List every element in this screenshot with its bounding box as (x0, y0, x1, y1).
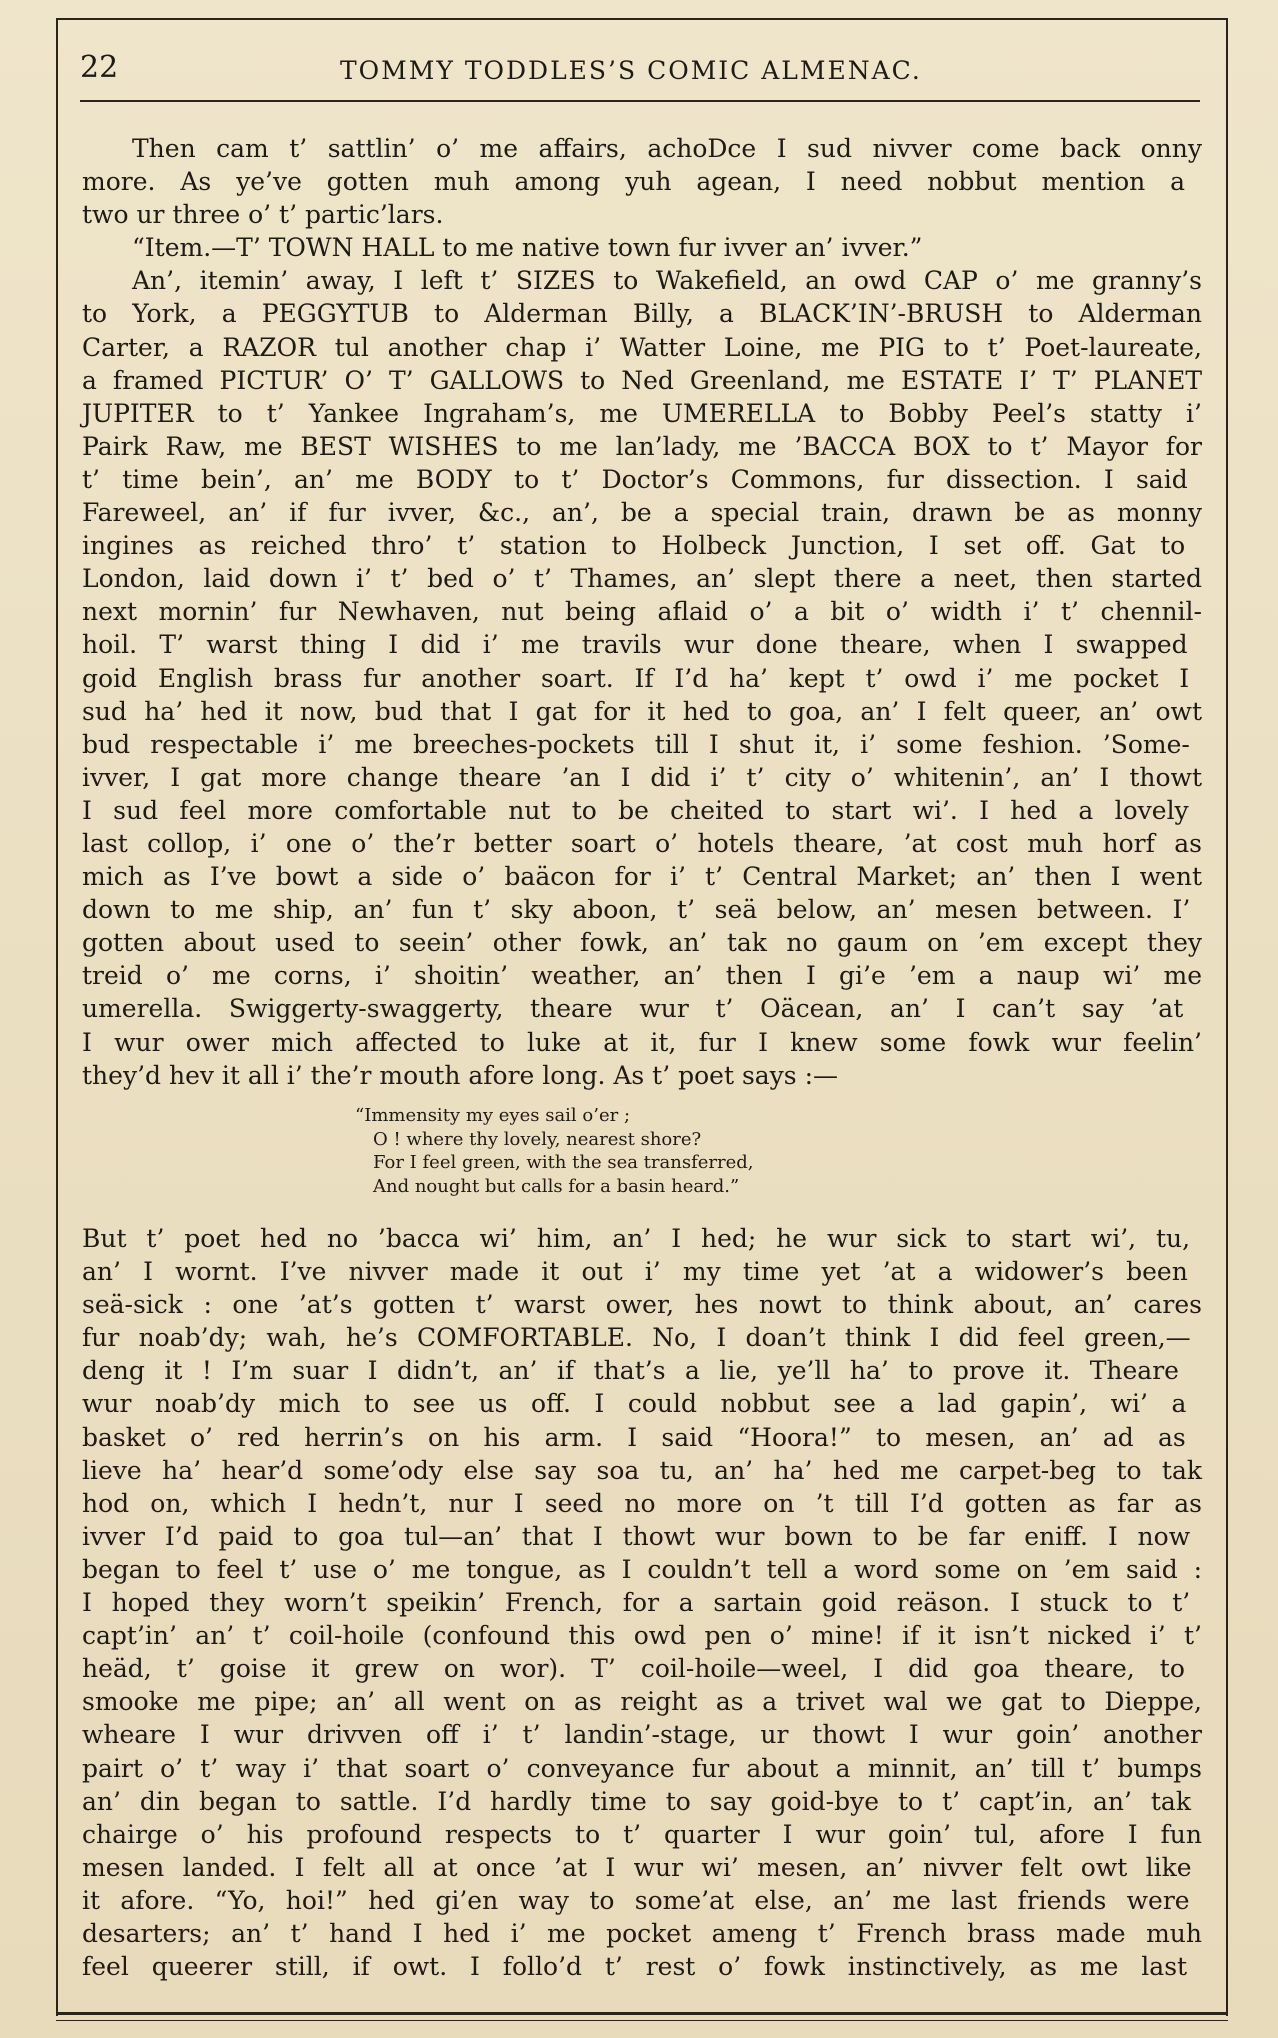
text-line: goid English brass fur another soart. If I’d ha’ kept t’ owd i’ me pocket I (82, 663, 1190, 693)
text-line: gotten about used to seein’ other fowk, an’ tak no gaum on ’em except they (82, 928, 1202, 958)
text-line: desarters; an’ t’ hand I hed i’ me pocket ameng t’ French brass made muh (82, 1918, 1202, 1948)
text-line: I sud feel more comfortable nut to be cheited to start wi’. I hed a lovely (82, 795, 1189, 825)
text-line: ivver I’d paid to goa tul—an’ that I thowt wur bown to be far eniff. I now (82, 1521, 1191, 1551)
left-rule (56, 18, 58, 2016)
text-line: wheare I wur drivven off i’ t’ landin’-stage, ur thowt I wur goin’ another (82, 1720, 1202, 1750)
poem-line: “Immensity my eyes sail o’er ; (355, 1105, 631, 1126)
text-line: sud ha’ hed it now, bud that I gat for it hed to goa, an’ I felt queer, an’ owt (82, 696, 1202, 726)
page-header (80, 48, 1200, 88)
text-line: two ur three o’ t’ partic’lars. (82, 200, 444, 230)
text-line: Carter, a RAZOR tul another chap i’ Watter Loine, me PIG to t’ Poet-laureate, (82, 332, 1202, 362)
page-number: 22 (80, 50, 119, 85)
text-line: heäd, t’ goise it grew on wor). T’ coil-hoile—weel, I did goa theare, to (82, 1654, 1185, 1684)
text-line: down to me ship, an’ fun t’ sky aboon, t’ seä below, an’ mesen between. I’ (82, 895, 1191, 925)
header-rule (80, 100, 1200, 102)
text-line: deng it ! I’m suar I didn’t, an’ if that’s a lie, ye’ll ha’ to prove it. Theare (82, 1356, 1179, 1386)
poem-quote (355, 1104, 915, 1198)
right-rule (1226, 18, 1228, 2016)
text-line: umerella. Swiggerty-swaggerty, theare wur t’ Oäcean, an’ I can’t say ’at (82, 994, 1184, 1024)
body-text-top (82, 132, 1202, 1092)
bottom-rule-thin (56, 2020, 1228, 2021)
text-line: more. As ye’ve gotten muh among yuh agean, I need nobbut mention a (82, 167, 1186, 197)
text-line: it afore. “Yo, hoi!” hed gi’en way to some’at else, an’ me last friends were (82, 1885, 1190, 1915)
poem-line: O ! where thy lovely, nearest shore? (373, 1128, 702, 1150)
text-line: began to feel t’ use o’ me tongue, as I couldn’t tell a word some on ’em said : (82, 1554, 1202, 1584)
text-line: mich as I’ve bowt a side o’ baäcon for i’ t’ Central Market; an’ then I went (82, 862, 1202, 892)
bottom-rule (56, 2012, 1228, 2015)
text-line: “Item.—T’ TOWN HALL to me native town fur ivver an’ ivver.” (132, 233, 923, 263)
text-line: last collop, i’ one o’ the’r better soart o’ hotels theare, ’at cost muh horf as (82, 828, 1202, 858)
top-rule (56, 18, 1228, 20)
text-line: hoil. T’ warst thing I did i’ me travils wur done theare, when I swapped (82, 630, 1188, 660)
text-line: JUPITER to t’ Yankee Ingraham’s, me UMERELLA to Bobby Peel’s statty i’ (82, 398, 1202, 428)
text-line: bud respectable i’ me breeches-pockets till I shut it, i’ some feshion. ’Some- (82, 729, 1190, 759)
text-line: wur noab’dy mich to see us off. I could nobbut see a lad gapin’, wi’ a (82, 1389, 1187, 1419)
text-line: seä-sick : one ’at’s gotten t’ warst ower, hes nowt to think about, an’ cares (82, 1290, 1202, 1320)
text-line: An’, itemin’ away, I left t’ SIZES to Wakefield, an owd CAP o’ me granny’s (132, 266, 1202, 296)
text-line: capt’in’ an’ t’ coil-hoile (confound this owd pen o’ mine! if it isn’t nicked i’ t’ (82, 1621, 1202, 1651)
text-line: an’ din began to sattle. I’d hardly time to say goid-bye to t’ capt’in, an’ tak (82, 1786, 1191, 1816)
text-line: a framed PICTUR’ O’ T’ GALLOWS to Ned Greenland, me ESTATE I’ T’ PLANET (82, 365, 1202, 395)
text-line: t’ time bein’, an’ me BODY to t’ Doctor’s Commons, fur dissection. I said (82, 464, 1188, 494)
text-line: fur noab’dy; wah, he’s COMFORTABLE. No, I doan’t think I did feel green,— (82, 1323, 1191, 1353)
text-line: hod on, which I hedn’t, nur I seed no more on ’t till I’d gotten as far as (82, 1488, 1202, 1518)
poem-line: For I feel green, with the sea transferred, (373, 1152, 754, 1173)
text-line: London, laid down i’ t’ bed o’ t’ Thames, an’ slept there a neet, then started (82, 564, 1202, 594)
text-line: pairt o’ t’ way i’ that soart o’ conveyance fur about a minnit, an’ till t’ bumps (82, 1753, 1202, 1783)
text-line: ivver, I gat more change theare ’an I did i’ t’ city o’ whitenin’, an’ I thowt (82, 762, 1202, 792)
text-line: chairge o’ his profound respects to t’ quarter I wur goin’ tul, afore I fun (82, 1819, 1202, 1849)
text-line: I hoped they worn’t speikin’ French, for a sartain goid reäson. I stuck to t’ (82, 1588, 1191, 1618)
text-line: Fareweel, an’ if fur ivver, &c., an’, be a special train, drawn be as monny (82, 498, 1202, 528)
text-line: smooke me pipe; an’ all went on as reight as a trivet wal we gat to Dieppe, (82, 1687, 1202, 1717)
text-line: they’d hev it all i’ the’r mouth afore long. As t’ poet says :— (82, 1060, 839, 1090)
text-line: Pairk Raw, me BEST WISHES to me lan’lady, me ’BACCA BOX to t’ Mayor for (82, 431, 1202, 461)
text-line: feel queerer still, if owt. I follo’d t’ rest o’ fowk instinctively, as me last (82, 1952, 1188, 1982)
text-line: I wur ower mich affected to luke at it, fur I knew some fowk wur feelin’ (82, 1027, 1202, 1057)
body-text-bottom (82, 1222, 1202, 1983)
text-line: basket o’ red herrin’s on his arm. I said “Hoora!” to mesen, an’ ad as (82, 1422, 1186, 1452)
poem-line: And nought but calls for a basin heard.” (373, 1175, 740, 1197)
running-title: TOMMY TODDLES’S COMIC ALMENAC. (340, 56, 922, 85)
text-line: But t’ poet hed no ’bacca wi’ him, an’ I hed; he wur sick to start wi’, tu, (82, 1224, 1191, 1253)
text-line: Then cam t’ sattlin’ o’ me affairs, achoDce I sud nivver come back onny (132, 134, 1202, 163)
text-line: treid o’ me corns, i’ shoitin’ weather, an’ then I gi’e ’em a naup wi’ me (82, 961, 1202, 991)
text-line: next mornin’ fur Newhaven, nut being aflaid o’ a bit o’ width i’ t’ chennil- (82, 597, 1202, 627)
text-line: lieve ha’ hear’d some’ody else say soa tu, an’ ha’ hed me carpet-beg to tak (82, 1455, 1202, 1485)
text-line: an’ I wornt. I’ve nivver made it out i’ my time yet ’at a widower’s been (82, 1257, 1188, 1287)
text-line: mesen landed. I felt all at once ’at I wur wi’ mesen, an’ nivver felt owt like (82, 1852, 1192, 1882)
text-line: to York, a PEGGYTUB to Alderman Billy, a BLACK’IN’-BRUSH to Alderman (82, 299, 1202, 329)
text-line: ingines as reiched thro’ t’ station to Holbeck Junction, I set off. Gat to (82, 531, 1186, 561)
